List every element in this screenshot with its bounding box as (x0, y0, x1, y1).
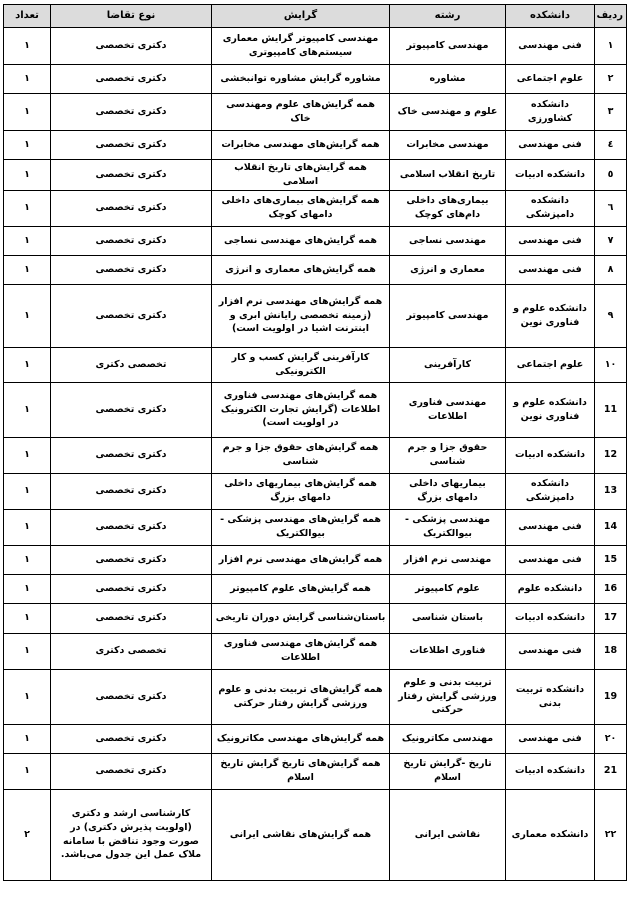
cell-radif: 18 (595, 633, 627, 669)
cell-gerayesh: همه گرایش‌های معماری و انرژی (212, 255, 390, 284)
table-row (4, 509, 627, 545)
cell-daneshkade: دانشکده دامپزشکی (506, 190, 595, 226)
cell-radif: 19 (595, 669, 627, 724)
cell-noe-taghaza: دکتری تخصصی (51, 160, 212, 191)
cell-gerayesh: همه گرایش‌های تاریخ گرایش تاریخ اسلام (212, 753, 390, 789)
cell-radif: ۳ (595, 94, 627, 131)
cell-noe-taghaza: دکتری تخصصی (51, 509, 212, 545)
table-row (4, 226, 627, 255)
cell-noe-taghaza: دکتری تخصصی (51, 226, 212, 255)
cell-reshte: نقاشی ایرانی (390, 789, 506, 880)
cell-reshte: مهندسی مخابرات (390, 131, 506, 160)
table-row (4, 94, 627, 131)
cell-radif: ۱ (595, 28, 627, 65)
cell-reshte: تاریخ -گرایش تاریخ اسلام (390, 753, 506, 789)
cell-noe-taghaza: دکتری تخصصی (51, 28, 212, 65)
cell-reshte: تاریخ انقلاب اسلامی (390, 160, 506, 191)
cell-gerayesh: باستان‌شناسی گرایش دوران تاریخی (212, 603, 390, 633)
cell-gerayesh: همه گرایش‌های مهندسی فناوری اطلاعات (گرایش تجارت الکترونیک در اولویت است) (212, 382, 390, 437)
cell-reshte: مهندسی کامپیوتر (390, 28, 506, 65)
cell-radif: 14 (595, 509, 627, 545)
cell-daneshkade: فنی مهندسی (506, 131, 595, 160)
table-row (4, 669, 627, 724)
cell-daneshkade: علوم اجتماعی (506, 347, 595, 382)
cell-reshte: تربیت بدنی و علوم ورزشی گرایش رفتار حرکتی (390, 669, 506, 724)
cell-radif: 13 (595, 473, 627, 509)
cell-noe-taghaza: دکتری تخصصی (51, 473, 212, 509)
table-row (4, 437, 627, 473)
cell-noe-taghaza: کارشناسی ارشد و دکتری (اولویت پذیرش دکتری) در صورت وجود تناقض با سامانه ملاک عمل این جدول می‌باشد. (51, 789, 212, 880)
header-row (4, 5, 627, 28)
cell-daneshkade: دانشکده ادبیات (506, 160, 595, 191)
cell-daneshkade: فنی مهندسی (506, 255, 595, 284)
cell-gerayesh: کارآفرینی گرایش کسب و کار الکترونیکی (212, 347, 390, 382)
cell-reshte: مشاوره (390, 65, 506, 94)
cell-reshte: مهندسی نرم افزار (390, 545, 506, 574)
cell-gerayesh: همه گرایش‌های بیماریهای داخلی دامهای بزرگ (212, 473, 390, 509)
cell-radif: 17 (595, 603, 627, 633)
cell-tedad: ۱ (4, 545, 51, 574)
cell-gerayesh: همه گرایش‌های مهندسی پزشکی - بیوالکتریک (212, 509, 390, 545)
table-row (4, 347, 627, 382)
cell-noe-taghaza: دکتری تخصصی (51, 669, 212, 724)
cell-tedad: ۲ (4, 789, 51, 880)
cell-gerayesh: همه گرایش‌های حقوق جزا و جرم شناسی (212, 437, 390, 473)
cell-tedad: ۱ (4, 473, 51, 509)
table-row (4, 160, 627, 191)
cell-daneshkade: دانشکده ادبیات (506, 437, 595, 473)
cell-gerayesh: مشاوره گرایش مشاوره توانبخشی (212, 65, 390, 94)
cell-reshte: علوم و مهندسی خاک (390, 94, 506, 131)
table-row (4, 724, 627, 753)
cell-noe-taghaza: دکتری تخصصی (51, 724, 212, 753)
cell-daneshkade: دانشکده ادبیات (506, 603, 595, 633)
cell-radif: ۸ (595, 255, 627, 284)
cell-gerayesh: همه گرایش‌های علوم کامپیوتر (212, 574, 390, 603)
cell-reshte: مهندسی مکاترونیک (390, 724, 506, 753)
cell-reshte: حقوق جزا و جرم شناسی (390, 437, 506, 473)
cell-noe-taghaza: تخصصی دکتری (51, 347, 212, 382)
cell-gerayesh: مهندسی کامپیوتر گرایش معماری سیستم‌های کامپیوتری (212, 28, 390, 65)
cell-tedad: ۱ (4, 753, 51, 789)
cell-daneshkade: دانشکده معماری (506, 789, 595, 880)
cell-daneshkade: دانشکده علوم (506, 574, 595, 603)
cell-noe-taghaza: دکتری تخصصی (51, 382, 212, 437)
cell-gerayesh: همه گرایش‌های مهندسی مخابرات (212, 131, 390, 160)
cell-daneshkade: علوم اجتماعی (506, 65, 595, 94)
cell-radif: ۱۰ (595, 347, 627, 382)
cell-reshte: بیماری‌های داخلی دام‌های کوچک (390, 190, 506, 226)
header-noe-taghaza: نوع تقاضا (51, 5, 212, 28)
cell-reshte: علوم کامپیوتر (390, 574, 506, 603)
cell-noe-taghaza: دکتری تخصصی (51, 545, 212, 574)
cell-daneshkade: دانشکده دامپزشکی (506, 473, 595, 509)
header-reshte: رشته (390, 5, 506, 28)
cell-radif: ۹ (595, 284, 627, 347)
cell-radif: 12 (595, 437, 627, 473)
cell-tedad: ۱ (4, 669, 51, 724)
cell-radif: ۲ (595, 65, 627, 94)
cell-noe-taghaza: دکتری تخصصی (51, 753, 212, 789)
cell-tedad: ۱ (4, 255, 51, 284)
table-row (4, 753, 627, 789)
cell-daneshkade: دانشکده تربیت بدنی (506, 669, 595, 724)
cell-reshte: فناوری اطلاعات (390, 633, 506, 669)
header-daneshkade: دانشکده (506, 5, 595, 28)
header-radif: ردیف (595, 5, 627, 28)
cell-gerayesh: همه گرایش‌های مهندسی نساجی (212, 226, 390, 255)
cell-gerayesh: همه گرایش‌های مهندسی نرم افزار (212, 545, 390, 574)
cell-reshte: مهندسی کامپیوتر (390, 284, 506, 347)
cell-gerayesh: همه گرایش‌های تربیت بدنی و علوم ورزشی گرایش رفتار حرکتی (212, 669, 390, 724)
table-row (4, 574, 627, 603)
cell-noe-taghaza: دکتری تخصصی (51, 437, 212, 473)
cell-radif: 11 (595, 382, 627, 437)
cell-noe-taghaza: دکتری تخصصی (51, 190, 212, 226)
cell-tedad: ۱ (4, 382, 51, 437)
cell-tedad: ۱ (4, 574, 51, 603)
cell-noe-taghaza: دکتری تخصصی (51, 284, 212, 347)
cell-gerayesh: همه گرایش‌های مهندسی نرم افزار (زمینه تخصصی رایانش ابری و اینترنت اشیا در اولویت است) (212, 284, 390, 347)
cell-tedad: ۱ (4, 190, 51, 226)
table-row (4, 65, 627, 94)
table-row (4, 284, 627, 347)
cell-radif: ۲۲ (595, 789, 627, 880)
cell-daneshkade: فنی مهندسی (506, 545, 595, 574)
table-row (4, 545, 627, 574)
table-row (4, 131, 627, 160)
cell-daneshkade: فنی مهندسی (506, 28, 595, 65)
faculty-request-table (3, 4, 627, 881)
table-row (4, 382, 627, 437)
table-row (4, 190, 627, 226)
cell-radif: ٦ (595, 190, 627, 226)
cell-daneshkade: دانشکده علوم و فناوری نوین (506, 382, 595, 437)
cell-radif: 21 (595, 753, 627, 789)
header-tedad: تعداد (4, 5, 51, 28)
cell-gerayesh: همه گرایش‌های مهندسی مکاترونیک (212, 724, 390, 753)
cell-reshte: بیماریهای داخلی دامهای بزرگ (390, 473, 506, 509)
cell-reshte: معماری و انرژی (390, 255, 506, 284)
cell-daneshkade: دانشکده کشاورزی (506, 94, 595, 131)
cell-tedad: ۱ (4, 509, 51, 545)
cell-daneshkade: فنی مهندسی (506, 509, 595, 545)
cell-daneshkade: دانشکده علوم و فناوری نوین (506, 284, 595, 347)
cell-tedad: ۱ (4, 284, 51, 347)
cell-daneshkade: فنی مهندسی (506, 724, 595, 753)
cell-tedad: ۱ (4, 160, 51, 191)
cell-gerayesh: همه گرایش‌های علوم ومهندسی خاک (212, 94, 390, 131)
cell-tedad: ۱ (4, 94, 51, 131)
cell-radif: ٥ (595, 160, 627, 191)
cell-radif: ۲۰ (595, 724, 627, 753)
cell-tedad: ۱ (4, 131, 51, 160)
cell-noe-taghaza: دکتری تخصصی (51, 255, 212, 284)
cell-reshte: مهندسی فناوری اطلاعات (390, 382, 506, 437)
cell-radif: 16 (595, 574, 627, 603)
cell-daneshkade: دانشکده ادبیات (506, 753, 595, 789)
table-row (4, 255, 627, 284)
cell-radif: 15 (595, 545, 627, 574)
cell-reshte: باستان شناسی (390, 603, 506, 633)
cell-noe-taghaza: دکتری تخصصی (51, 94, 212, 131)
table-row (4, 603, 627, 633)
cell-gerayesh: همه گرایش‌های بیماری‌های داخلی دامهای کوچک (212, 190, 390, 226)
cell-tedad: ۱ (4, 437, 51, 473)
cell-noe-taghaza: دکتری تخصصی (51, 65, 212, 94)
cell-tedad: ۱ (4, 603, 51, 633)
cell-radif: ۷ (595, 226, 627, 255)
cell-gerayesh: همه گرایش‌های تاریخ انقلاب اسلامی (212, 160, 390, 191)
cell-tedad: ۱ (4, 347, 51, 382)
cell-tedad: ۱ (4, 724, 51, 753)
table-row (4, 28, 627, 65)
cell-gerayesh: همه گرایش‌های نقاشی ایرانی (212, 789, 390, 880)
cell-noe-taghaza: دکتری تخصصی (51, 574, 212, 603)
cell-tedad: ۱ (4, 633, 51, 669)
header-gerayesh: گرایش (212, 5, 390, 28)
cell-radif: ٤ (595, 131, 627, 160)
cell-noe-taghaza: دکتری تخصصی (51, 603, 212, 633)
cell-noe-taghaza: تخصصی دکتری (51, 633, 212, 669)
table-row (4, 473, 627, 509)
table-row (4, 789, 627, 880)
cell-daneshkade: فنی مهندسی (506, 633, 595, 669)
cell-tedad: ۱ (4, 65, 51, 94)
cell-reshte: مهندسی نساجی (390, 226, 506, 255)
cell-reshte: کارآفرینی (390, 347, 506, 382)
table-row (4, 633, 627, 669)
cell-daneshkade: فنی مهندسی (506, 226, 595, 255)
cell-tedad: ۱ (4, 28, 51, 65)
cell-tedad: ۱ (4, 226, 51, 255)
cell-noe-taghaza: دکتری تخصصی (51, 131, 212, 160)
cell-reshte: مهندسی پزشکی - بیوالکتریک (390, 509, 506, 545)
cell-gerayesh: همه گرایش‌های مهندسی فناوری اطلاعات (212, 633, 390, 669)
